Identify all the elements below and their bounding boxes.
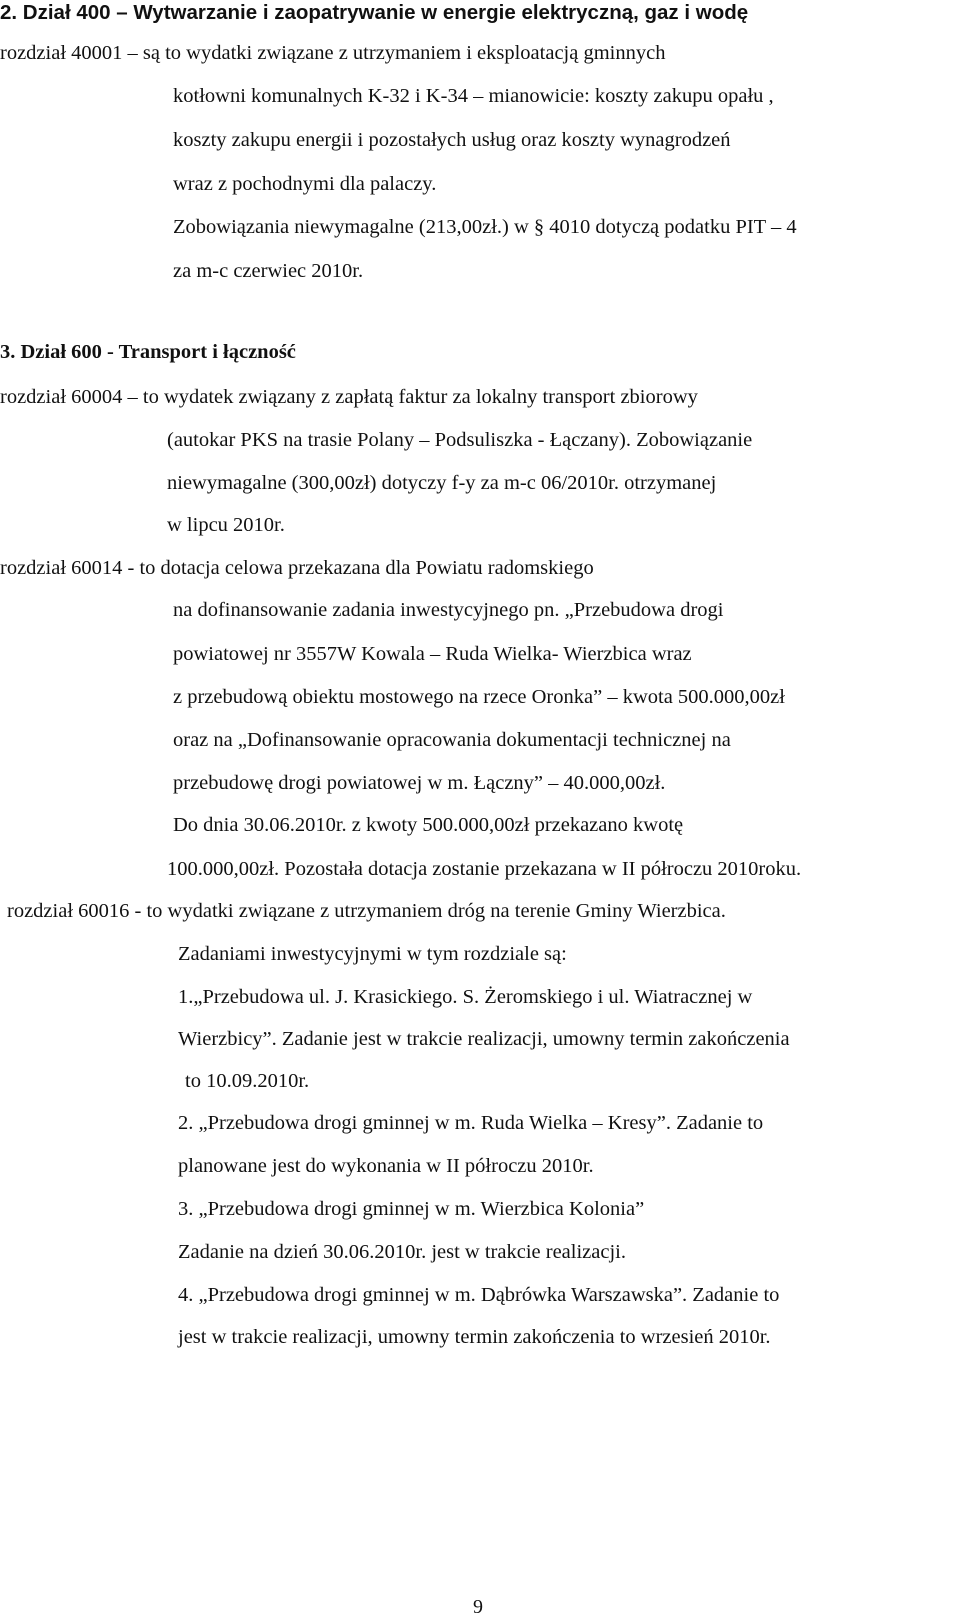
- page-number: 9: [473, 1596, 483, 1618]
- paragraph-line: Zadaniami inwestycyjnymi w tym rozdziale są:: [178, 943, 567, 965]
- paragraph-line: Wierzbicy”. Zadanie jest w trakcie realizacji, umowny termin zakończenia: [178, 1028, 790, 1050]
- paragraph-line: 4. „Przebudowa drogi gminnej w m. Dąbrówka Warszawska”. Zadanie to: [178, 1284, 780, 1306]
- paragraph-line: oraz na „Dofinansowanie opracowania dokumentacji technicznej na: [173, 729, 731, 751]
- paragraph-line: rozdział 60016 - to wydatki związane z utrzymaniem dróg na terenie Gminy Wierzbica.: [7, 900, 726, 922]
- paragraph-line: 2. „Przebudowa drogi gminnej w m. Ruda Wielka – Kresy”. Zadanie to: [178, 1112, 764, 1134]
- paragraph-line: rozdział 60004 – to wydatek związany z zapłatą faktur za lokalny transport zbiorowy: [0, 386, 698, 408]
- paragraph-line: z przebudową obiektu mostowego na rzece Oronka” – kwota 500.000,00zł: [173, 686, 785, 708]
- paragraph-line: jest w trakcie realizacji, umowny termin zakończenia to wrzesień 2010r.: [178, 1326, 771, 1348]
- paragraph-line: (autokar PKS na trasie Polany – Podsuliszka - Łączany). Zobowiązanie: [167, 429, 753, 451]
- paragraph-line: 100.000,00zł. Pozostała dotacja zostanie przekazana w II półroczu 2010roku.: [167, 858, 802, 880]
- paragraph-line: w lipcu 2010r.: [167, 514, 285, 536]
- paragraph-line: za m-c czerwiec 2010r.: [173, 260, 364, 282]
- paragraph-line: przebudowę drogi powiatowej w m. Łączny” – 40.000,00zł.: [173, 772, 666, 794]
- paragraph-line: na dofinansowanie zadania inwestycyjnego pn. „Przebudowa drogi: [173, 599, 724, 621]
- paragraph-line: kotłowni komunalnych K-32 i K-34 – mianowicie: koszty zakupu opału ,: [173, 85, 774, 107]
- paragraph-line: wraz z pochodnymi dla palaczy.: [173, 173, 437, 195]
- paragraph-line: 3. „Przebudowa drogi gminnej w m. Wierzbica Kolonia”: [178, 1198, 645, 1220]
- paragraph-line: Zadanie na dzień 30.06.2010r. jest w trakcie realizacji.: [178, 1241, 626, 1263]
- paragraph-line: planowane jest do wykonania w II półroczu 2010r.: [178, 1155, 594, 1177]
- section-heading-dzial-600: 3. Dział 600 - Transport i łączność: [0, 341, 296, 363]
- paragraph-line: niewymagalne (300,00zł) dotyczy f-y za m-c 06/2010r. otrzymanej: [167, 472, 717, 494]
- paragraph-line: koszty zakupu energii i pozostałych usług oraz koszty wynagrodzeń: [173, 129, 731, 151]
- paragraph-line: Zobowiązania niewymagalne (213,00zł.) w § 4010 dotyczą podatku PIT – 4: [173, 216, 797, 238]
- paragraph-line: Do dnia 30.06.2010r. z kwoty 500.000,00zł przekazano kwotę: [173, 814, 684, 836]
- paragraph-line: powiatowej nr 3557W Kowala – Ruda Wielka- Wierzbica wraz: [173, 643, 692, 665]
- paragraph-line: to 10.09.2010r.: [185, 1070, 310, 1092]
- section-heading-dzial-400: 2. Dział 400 – Wytwarzanie i zaopatrywanie w energie elektryczną, gaz i wodę: [0, 1, 749, 24]
- paragraph-line: rozdział 60014 - to dotacja celowa przekazana dla Powiatu radomskiego: [0, 557, 594, 579]
- paragraph-line: rozdział 40001 – są to wydatki związane z utrzymaniem i eksploatacją gminnych: [0, 42, 666, 64]
- paragraph-line: 1.„Przebudowa ul. J. Krasickiego. S. Żeromskiego i ul. Wiatracznej w: [178, 986, 753, 1008]
